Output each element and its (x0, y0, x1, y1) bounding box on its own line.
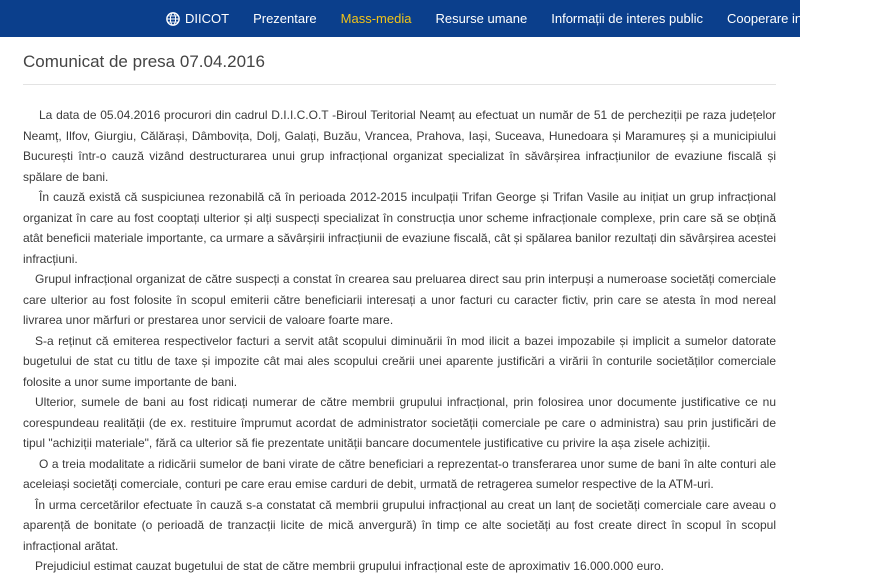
nav-brand-label: DIICOT (185, 11, 230, 26)
article-paragraph: În urma cercetărilor efectuate în cauză s-a constatat că membrii grupului infracțional au creat un lanț de societăți comerciale care aveau o aparență de bonitate (o perioadă de tranzacții licite de mică anvergură) în timp ce alte societăți au fost create direct în scopul în scopul infracțional arătat. (23, 497, 776, 553)
article-paragraph: Grupul infracțional organizat de către suspecți a constat în crearea sau preluarea direct sau prin interpuși a numeroase societăți comerciale care ulterior au fost folosite în scopul emiterii către beneficiarii interesați a unor facturi cu caracter fictiv, prin care se atesta în mod nereal livrarea unor mărfuri or prestarea unor servicii de valoare foarte mare. (23, 272, 776, 327)
nav-item-label: Cooperare internațională (726, 11, 870, 26)
article-paragraph: S-a reținut că emiterea respectivelor facturi a servit atât scopului diminuării în mod ilicit a bazei impozabile și implicit a sumelor datorate bugetului de stat cu titlu de taxe și impozite cât mai ales scopului creării unei aparente justificări a virării în conturile societăților comerciale folosite a unor sume importante de bani. (23, 333, 776, 389)
nav-item-label: Informații de interes public (551, 11, 703, 26)
top-navigation-bar (0, 0, 870, 37)
globe-icon (166, 12, 180, 26)
nav-item-resurse-umane[interactable] (435, 11, 527, 26)
article-body (23, 105, 776, 577)
article-paragraph: Ulterior, sumele de bani au fost ridicați numerar de către membrii grupului infracțional, prin folosirea unor documente justificative ce nu corespundeau realității (de ex. restituire împrumut acordat de administrator societății comerciale pe care o administra) sau prin justificări de tipul "achiziții materiale", fără ca ulterior să fie prezentate unității bancare documentele justificative cu privire la așa zisele achiziții. (23, 395, 776, 450)
page-title: Comunicat de presa 07.04.2016 (23, 52, 265, 71)
title-divider (23, 84, 776, 85)
nav-item-cooperare-internationala[interactable] (727, 11, 870, 26)
nav-item-mass-media[interactable] (341, 11, 412, 26)
nav-item-label: Resurse umane (435, 11, 528, 26)
article-paragraph: Prejudiciul estimat cauzat bugetului de stat de către membrii grupului infracțional este de aproximativ 16.000.000 euro. (35, 559, 665, 573)
article-content (0, 51, 800, 577)
nav-item-informatii-interes-public[interactable] (551, 11, 703, 26)
article-paragraph: În cauză există că suspiciunea rezonabilă că în perioada 2012-2015 inculpații Trifan George și Trifan Vasile au inițiat un grup infracțional organizat în care au fost cooptați ulterior și alți suspecți specializat în construcția unor scheme infracționale complexe, prin care să se obțină atât beneficii materiale importante, ca urmare a săvârșirii infracțiunii de evaziune fiscală, cât și spălarea banilor rezultați din săvârșirea acestei infracțiuni. (23, 190, 776, 266)
nav-item-prezentare[interactable] (253, 11, 317, 26)
nav-item-diicot[interactable] (166, 11, 229, 26)
nav-item-label: Mass-media (340, 11, 412, 26)
article-paragraph: La data de 05.04.2016 procurori din cadrul D.I.I.C.O.T -Biroul Teritorial Neamț au efectuat un număr de 51 de percheziții pe raza județelor Neamț, Ilfov, Giurgiu, Călărași, Dâmbovița, Dolj, Galați, Buzău, Vrancea, Prahova, Iași, Suceava, Hunedoara și Maramureș și a municipiului București într-o cauză vizând destructurarea unui grup infracțional organizat specializat în săvârșirea infracțiunilor de evaziune fiscală și spălare de bani. (23, 108, 776, 184)
article-paragraph: O a treia modalitate a ridicării sumelor de bani virate de către beneficiari a reprezentat-o transferarea unor sume de bani în alte conturi ale aceleiași societăți comerciale, conturi pe care erau emise carduri de debit, urmată de retragerea sumelor respective de la ATM-uri. (23, 456, 776, 491)
nav-item-label: Prezentare (253, 11, 317, 26)
